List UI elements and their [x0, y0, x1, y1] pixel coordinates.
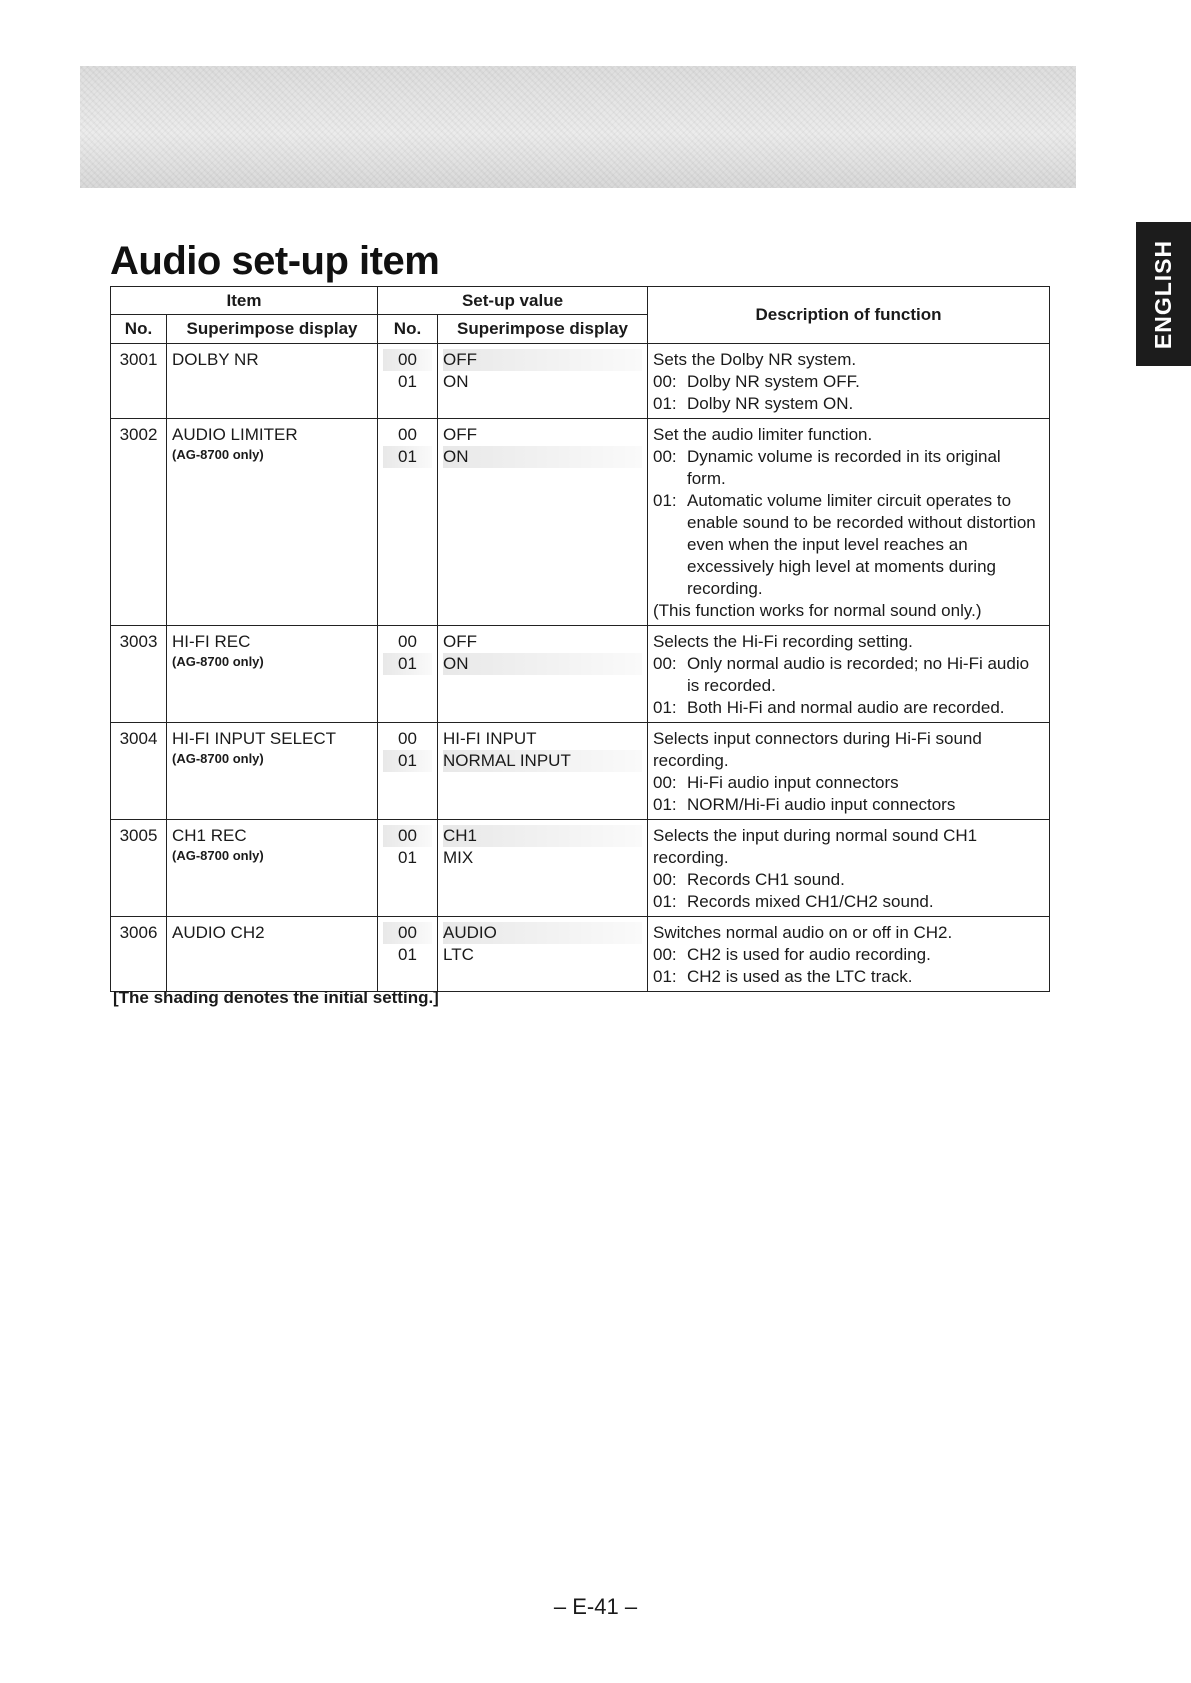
- item-number: 3004: [111, 723, 167, 820]
- value-no-header: No.: [378, 315, 438, 344]
- description-text: Selects the Hi-Fi recording setting.: [653, 632, 913, 651]
- option-text: Only normal audio is recorded; no Hi-Fi audio is recorded.: [687, 654, 1030, 695]
- page-title: Audio set-up item: [110, 239, 440, 283]
- option-key: 01:: [653, 698, 677, 717]
- option-key: 01:: [653, 394, 677, 413]
- description-option: [653, 772, 1044, 794]
- table-row: [111, 917, 1050, 992]
- item-superimpose-display: DOLBY NR: [172, 350, 259, 369]
- description-option: [653, 697, 1044, 719]
- option-key: 00:: [653, 945, 677, 964]
- value-number: 00: [398, 632, 417, 651]
- option-text: Hi-Fi audio input connectors: [687, 773, 899, 792]
- description-text: Switches normal audio on or off in CH2.: [653, 923, 953, 942]
- value-display-cell: [438, 820, 648, 917]
- description-text: Selects input connectors during Hi-Fi sound recording.: [653, 729, 982, 770]
- value-number-cell: [378, 917, 438, 992]
- item-model-note: (AG-8700 only): [172, 654, 264, 669]
- description-option: [653, 653, 1044, 697]
- description-option: [653, 966, 1044, 988]
- value-number-cell: [378, 344, 438, 419]
- value-number: 01: [398, 848, 417, 867]
- option-key: 00:: [653, 870, 677, 889]
- value-display: OFF: [443, 349, 642, 371]
- header-band: [80, 66, 1076, 188]
- table-row: [111, 419, 1050, 626]
- value-number-cell: [378, 419, 438, 626]
- value-number: 00: [383, 825, 432, 847]
- value-display: OFF: [443, 425, 477, 444]
- item-number: 3005: [111, 820, 167, 917]
- value-number-cell: [378, 723, 438, 820]
- value-number-cell: [378, 626, 438, 723]
- item-superimpose-display: HI-FI INPUT SELECT: [172, 729, 337, 748]
- item-superimpose-display: AUDIO CH2: [172, 923, 265, 942]
- option-text: Dynamic volume is recorded in its original form.: [687, 447, 1001, 488]
- option-key: 01:: [653, 491, 677, 510]
- item-cell: [167, 723, 378, 820]
- description-option: [653, 794, 1044, 816]
- option-text: NORM/Hi-Fi audio input connectors: [687, 795, 956, 814]
- description-option: [653, 446, 1044, 490]
- option-text: Records CH1 sound.: [687, 870, 845, 889]
- option-key: 01:: [653, 967, 677, 986]
- item-number: 3003: [111, 626, 167, 723]
- item-model-note: (AG-8700 only): [172, 447, 264, 462]
- option-text: Both Hi-Fi and normal audio are recorded.: [687, 698, 1005, 717]
- value-display: HI-FI INPUT: [443, 729, 537, 748]
- value-display-cell: [438, 723, 648, 820]
- value-display: ON: [443, 372, 469, 391]
- description-option: [653, 490, 1044, 600]
- item-number: 3006: [111, 917, 167, 992]
- value-display-cell: [438, 626, 648, 723]
- description-note: (This function works for normal sound only.): [653, 601, 982, 620]
- value-display: ON: [443, 446, 642, 468]
- item-superimpose-display: CH1 REC: [172, 826, 247, 845]
- table-row: [111, 820, 1050, 917]
- value-display: OFF: [443, 632, 477, 651]
- value-display: MIX: [443, 848, 474, 867]
- value-number: 01: [383, 653, 432, 675]
- value-display: ON: [443, 653, 642, 675]
- item-no-header: No.: [111, 315, 167, 344]
- description-text: Set the audio limiter function.: [653, 425, 873, 444]
- description-text: Selects the input during normal sound CH1 recording.: [653, 826, 978, 867]
- description-option: [653, 371, 1044, 393]
- value-display-cell: [438, 419, 648, 626]
- option-key: 00:: [653, 372, 677, 391]
- value-number: 01: [383, 446, 432, 468]
- option-text: Dolby NR system OFF.: [687, 372, 860, 391]
- value-number: 00: [398, 425, 417, 444]
- value-number: 00: [383, 349, 432, 371]
- option-key: 00:: [653, 447, 677, 466]
- description-option: [653, 869, 1044, 891]
- option-text: Automatic volume limiter circuit operates to enable sound to be recorded without distortion even when the input level reaches an excessively high level at moments during recording.: [687, 491, 1036, 598]
- table-row: [111, 723, 1050, 820]
- description-cell: [648, 723, 1050, 820]
- description-option: [653, 393, 1044, 415]
- item-number: 3001: [111, 344, 167, 419]
- item-superimpose-display: HI-FI REC: [172, 632, 251, 651]
- description-cell: [648, 344, 1050, 419]
- item-cell: [167, 419, 378, 626]
- option-key: 00:: [653, 773, 677, 792]
- option-text: Dolby NR system ON.: [687, 394, 854, 413]
- option-key: 01:: [653, 892, 677, 911]
- value-number: 00: [383, 922, 432, 944]
- item-superimpose-display: AUDIO LIMITER: [172, 425, 298, 444]
- description-cell: [648, 917, 1050, 992]
- description-option: [653, 891, 1044, 913]
- option-text: CH2 is used as the LTC track.: [687, 967, 913, 986]
- item-cell: [167, 626, 378, 723]
- item-cell: [167, 344, 378, 419]
- option-key: 01:: [653, 795, 677, 814]
- item-display-header: Superimpose display: [167, 315, 378, 344]
- value-display-header: Superimpose display: [438, 315, 648, 344]
- option-key: 00:: [653, 654, 677, 673]
- value-number: 00: [398, 729, 417, 748]
- value-display: LTC: [443, 945, 474, 964]
- value-display: NORMAL INPUT: [443, 750, 642, 772]
- option-text: Records mixed CH1/CH2 sound.: [687, 892, 934, 911]
- value-number: 01: [398, 945, 417, 964]
- item-model-note: (AG-8700 only): [172, 848, 264, 863]
- table-row: [111, 626, 1050, 723]
- setup-value-group-header: Set-up value: [378, 287, 648, 315]
- description-text: Sets the Dolby NR system.: [653, 350, 857, 369]
- item-group-header: Item: [111, 287, 378, 315]
- language-tab: [1136, 222, 1191, 366]
- footnote: [The shading denotes the initial setting.]: [113, 988, 439, 1007]
- item-cell: [167, 917, 378, 992]
- language-tab-label: ENGLISH: [1150, 239, 1177, 349]
- item-model-note: (AG-8700 only): [172, 751, 264, 766]
- value-display: AUDIO: [443, 922, 642, 944]
- item-number: 3002: [111, 419, 167, 626]
- description-option: [653, 944, 1044, 966]
- description-cell: [648, 419, 1050, 626]
- value-display-cell: [438, 344, 648, 419]
- table-body: [111, 344, 1050, 992]
- description-header: Description of function: [648, 287, 1050, 344]
- audio-setup-table: [110, 286, 1050, 992]
- description-cell: [648, 820, 1050, 917]
- value-number-cell: [378, 820, 438, 917]
- value-number: 01: [398, 372, 417, 391]
- value-display: CH1: [443, 825, 642, 847]
- option-text: CH2 is used for audio recording.: [687, 945, 931, 964]
- table-row: [111, 344, 1050, 419]
- value-display-cell: [438, 917, 648, 992]
- value-number: 01: [383, 750, 432, 772]
- description-cell: [648, 626, 1050, 723]
- page-number: – E-41 –: [553, 1594, 638, 1619]
- item-cell: [167, 820, 378, 917]
